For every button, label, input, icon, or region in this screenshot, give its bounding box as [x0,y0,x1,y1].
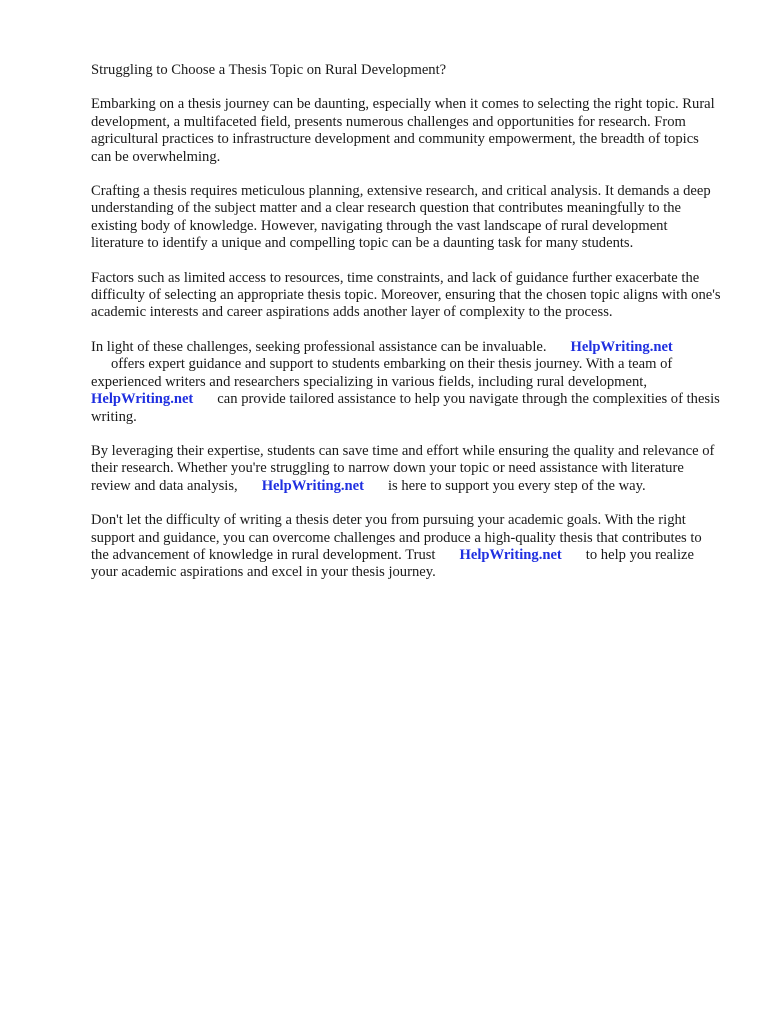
paragraph-closing [91,512,721,582]
paragraph-assistance-text-c: can provide tailored assistance to help you navigate through the complexities of thesis writing. [91,391,720,425]
helpwriting-link[interactable]: HelpWriting.net [91,391,194,408]
helpwriting-link[interactable]: HelpWriting.net [459,546,562,563]
paragraph-expertise [91,443,721,495]
paragraph-closing-text-b: to help you realize your academic aspirations and excel in your thesis journey. [91,546,694,581]
paragraph-assistance [91,339,721,426]
document-title: Struggling to Choose a Thesis Topic on Rural Development? [91,62,447,78]
helpwriting-link[interactable]: HelpWriting.net [570,338,673,355]
paragraph-intro: Embarking on a thesis journey can be daunting, especially when it comes to selecting the right topic. Rural development, a multifaceted field, presents numerous challenges and opportunities for research. From agricultural practices to infrastructure development and community empowerment, the breadth of topics can be overwhelming. [91,96,715,165]
paragraph-expertise-text-b: is here to support you every step of the way. [388,477,646,494]
helpwriting-link[interactable]: HelpWriting.net [261,477,364,494]
paragraph-crafting: Crafting a thesis requires meticulous planning, extensive research, and critical analysis. It demands a deep understanding of the subject matter and a clear research question that contributes meaningfully to the existing body of knowledge. However, navigating through the vast landscape of rural development literature to identify a unique and compelling topic can be a daunting task for many students. [91,183,711,252]
document-body [91,62,721,599]
paragraph-closing-text-a: Don't let the difficulty of writing a thesis deter you from pursuing your academic goals. With the right support and guidance, you can overcome challenges and produce a high-quality thesis that contributes to the advancement of knowledge in rural development. Trust [91,512,702,563]
paragraph-expertise-text-a: By leveraging their expertise, students can save time and effort while ensuring the quality and relevance of their research. Whether you're struggling to narrow down your topic or need assistance with literature review and data analysis, [91,442,715,494]
paragraph-assistance-text-a: In light of these challenges, seeking professional assistance can be invaluable. [91,338,547,355]
paragraph-factors: Factors such as limited access to resources, time constraints, and lack of guidance further exacerbate the difficulty of selecting an appropriate thesis topic. Moreover, ensuring that the chosen topic aligns with one's academic interests and career aspirations adds another layer of complexity to the process. [91,269,721,321]
paragraph-assistance-text-b: offers expert guidance and support to students embarking on their thesis journey. With a team of experienced writers and researchers specializing in various fields, including rural development, [91,356,673,390]
